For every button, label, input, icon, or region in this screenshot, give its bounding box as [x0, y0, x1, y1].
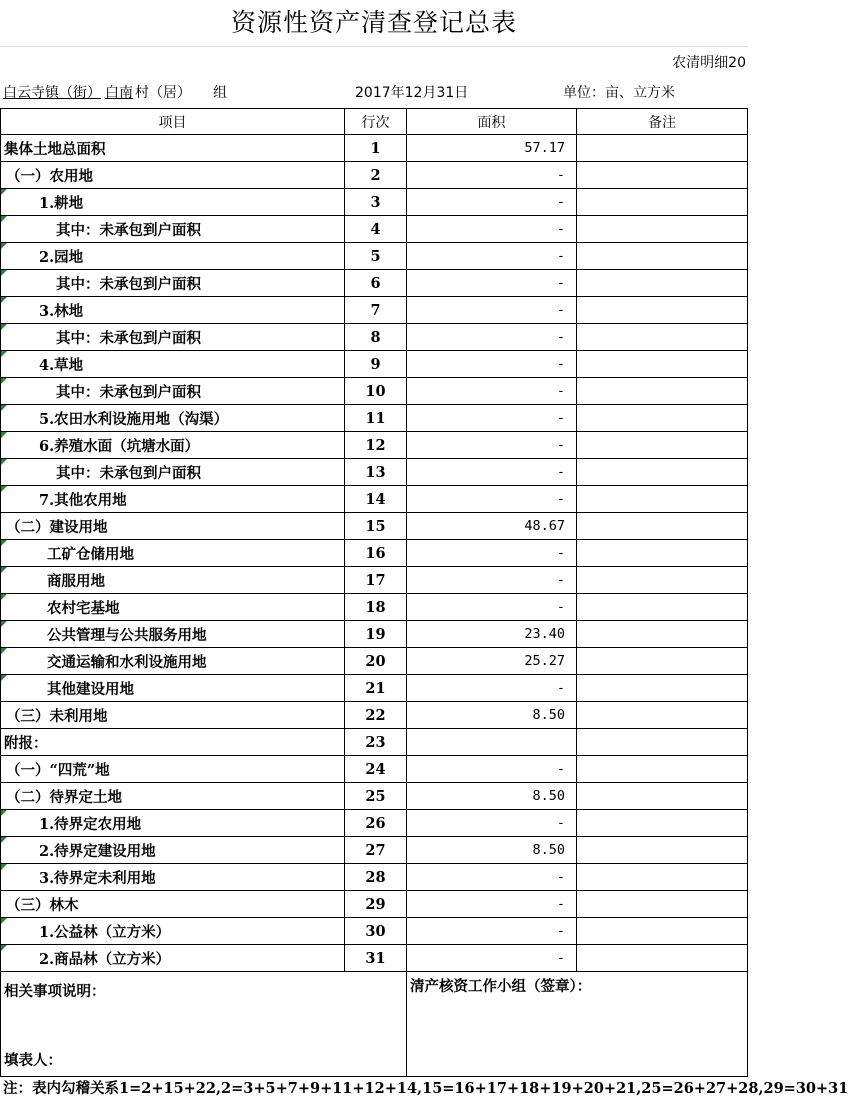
header-seq: 行次 [345, 109, 407, 135]
row-area[interactable]: - [407, 945, 577, 972]
row-seq[interactable]: 2 [345, 162, 407, 189]
row-note[interactable] [577, 405, 748, 432]
row-note[interactable] [577, 621, 748, 648]
header-item: 项目 [1, 109, 345, 135]
row-area[interactable]: - [407, 432, 577, 459]
row-seq[interactable]: 10 [345, 378, 407, 405]
row-item[interactable] [1, 567, 345, 594]
unit-label: 单位：亩、立方米 [563, 85, 675, 101]
row-seq[interactable]: 30 [345, 918, 407, 945]
explanation-cell[interactable] [1, 972, 407, 1077]
cell-comment-marker [1, 189, 7, 195]
row-note[interactable] [577, 324, 748, 351]
row-seq[interactable]: 22 [345, 702, 407, 729]
row-note[interactable] [577, 783, 748, 810]
row-area[interactable]: 48.67 [407, 513, 577, 540]
table-row [1, 513, 748, 540]
header-area: 面积 [407, 109, 577, 135]
row-area[interactable]: 23.40 [407, 621, 577, 648]
footnote: 注：表内勾稽关系1=2+15+22,2=3+5+7+9+11+12+14,15=16+17+18+19+20+21,25=26+27+28,29=30+31 [3, 1080, 848, 1097]
row-seq[interactable]: 31 [345, 945, 407, 972]
row-item[interactable] [1, 324, 345, 351]
row-note[interactable] [577, 135, 748, 162]
row-item-text: 2.商品林（立方米） [39, 950, 171, 968]
row-area[interactable]: 57.17 [407, 135, 577, 162]
cell-comment-marker [1, 648, 7, 654]
row-area[interactable]: - [407, 864, 577, 891]
table-row [1, 567, 748, 594]
row-area[interactable]: - [407, 324, 577, 351]
row-note[interactable] [577, 675, 748, 702]
table-row [1, 378, 748, 405]
village-suffix: 村（居） [135, 85, 191, 101]
row-item[interactable] [1, 945, 345, 972]
row-note[interactable] [577, 540, 748, 567]
table-row [1, 945, 748, 972]
info-line [0, 82, 748, 104]
row-item[interactable]: （一）农用地 [1, 162, 345, 189]
row-seq[interactable]: 20 [345, 648, 407, 675]
row-item-text: 工矿仓储用地 [47, 545, 134, 563]
row-note[interactable] [577, 891, 748, 918]
row-item[interactable]: 集体土地总面积 [1, 135, 345, 162]
row-seq[interactable]: 6 [345, 270, 407, 297]
table-row [1, 270, 748, 297]
row-item[interactable] [1, 270, 345, 297]
row-item[interactable] [1, 351, 345, 378]
row-seq[interactable]: 3 [345, 189, 407, 216]
table-row [1, 864, 748, 891]
row-seq[interactable]: 7 [345, 297, 407, 324]
row-item-text: 1.待界定农用地 [39, 815, 142, 833]
table-row [1, 324, 748, 351]
row-item[interactable] [1, 486, 345, 513]
row-seq[interactable]: 5 [345, 243, 407, 270]
row-seq[interactable]: 27 [345, 837, 407, 864]
row-note[interactable] [577, 918, 748, 945]
row-item[interactable]: （三）未利用地 [1, 702, 345, 729]
table-row [1, 810, 748, 837]
row-item[interactable] [1, 432, 345, 459]
row-area[interactable]: - [407, 405, 577, 432]
table-row [1, 729, 748, 756]
row-seq[interactable]: 9 [345, 351, 407, 378]
row-note[interactable] [577, 351, 748, 378]
row-item-text: 4.草地 [39, 356, 84, 374]
cell-comment-marker [1, 621, 7, 627]
row-item[interactable] [1, 540, 345, 567]
row-note[interactable] [577, 729, 748, 756]
row-area[interactable]: - [407, 459, 577, 486]
row-note[interactable] [577, 945, 748, 972]
cell-comment-marker [1, 837, 7, 843]
table-row [1, 675, 748, 702]
table-row [1, 243, 748, 270]
cell-comment-marker [1, 432, 7, 438]
cell-comment-marker [1, 459, 7, 465]
row-area[interactable]: - [407, 297, 577, 324]
row-note[interactable] [577, 513, 748, 540]
row-area[interactable]: - [407, 243, 577, 270]
table-row [1, 756, 748, 783]
row-item[interactable] [1, 297, 345, 324]
row-area[interactable]: - [407, 486, 577, 513]
row-item[interactable]: （三）林木 [1, 891, 345, 918]
filler-label: 填表人： [4, 1052, 62, 1069]
table-row [1, 702, 748, 729]
row-item[interactable]: （二）建设用地 [1, 513, 345, 540]
row-note[interactable] [577, 810, 748, 837]
row-seq[interactable]: 28 [345, 864, 407, 891]
row-item[interactable] [1, 837, 345, 864]
table-row [1, 540, 748, 567]
row-seq[interactable]: 4 [345, 216, 407, 243]
report-date[interactable]: 2017年12月31日 [355, 85, 469, 101]
table-row [1, 135, 748, 162]
row-seq[interactable]: 18 [345, 594, 407, 621]
table-row [1, 783, 748, 810]
row-item[interactable] [1, 405, 345, 432]
row-item-text: 其他建设用地 [47, 680, 134, 698]
row-note[interactable] [577, 702, 748, 729]
row-item-text: 7.其他农用地 [39, 491, 127, 509]
row-area[interactable]: - [407, 567, 577, 594]
row-area[interactable]: - [407, 891, 577, 918]
row-item-text: 2.待界定建设用地 [39, 842, 156, 860]
row-seq[interactable]: 11 [345, 405, 407, 432]
row-note[interactable] [577, 837, 748, 864]
row-item-text: 1.公益林（立方米） [39, 923, 171, 941]
row-seq[interactable]: 16 [345, 540, 407, 567]
row-area[interactable]: - [407, 810, 577, 837]
row-seq[interactable]: 17 [345, 567, 407, 594]
row-note[interactable] [577, 459, 748, 486]
row-seq[interactable]: 13 [345, 459, 407, 486]
cell-comment-marker [1, 378, 7, 384]
table-row [1, 351, 748, 378]
row-area[interactable]: - [407, 594, 577, 621]
signature-row [1, 972, 748, 1077]
cell-comment-marker [1, 567, 7, 573]
row-seq[interactable]: 19 [345, 621, 407, 648]
table-row [1, 594, 748, 621]
table-row [1, 432, 748, 459]
row-item-text: 5.农田水利设施用地（沟渠） [39, 410, 229, 428]
row-area[interactable]: - [407, 756, 577, 783]
table-header-row [1, 109, 748, 135]
row-seq[interactable]: 26 [345, 810, 407, 837]
header-note: 备注 [577, 109, 748, 135]
table-row [1, 297, 748, 324]
row-area[interactable]: - [407, 162, 577, 189]
row-item[interactable] [1, 675, 345, 702]
row-note[interactable] [577, 486, 748, 513]
cell-comment-marker [1, 297, 7, 303]
cell-comment-marker [1, 594, 7, 600]
cell-comment-marker [1, 540, 7, 546]
row-note[interactable] [577, 216, 748, 243]
sign-label: 清产核资工作小组（签章）： [410, 978, 592, 995]
sign-cell[interactable] [407, 972, 748, 1077]
cell-comment-marker [1, 486, 7, 492]
cell-comment-marker [1, 810, 7, 816]
row-area[interactable]: - [407, 378, 577, 405]
row-area[interactable]: - [407, 918, 577, 945]
table-row [1, 891, 748, 918]
table-row [1, 648, 748, 675]
cell-comment-marker [1, 324, 7, 330]
table-row [1, 918, 748, 945]
row-seq[interactable]: 1 [345, 135, 407, 162]
row-area[interactable]: 25.27 [407, 648, 577, 675]
row-item[interactable] [1, 864, 345, 891]
village-name: 白南 [105, 85, 133, 101]
row-item[interactable]: 附报： [1, 729, 345, 756]
row-note[interactable] [577, 864, 748, 891]
table-row [1, 837, 748, 864]
row-item[interactable]: （一）“四荒”地 [1, 756, 345, 783]
row-item[interactable]: （二）待界定土地 [1, 783, 345, 810]
table-row [1, 459, 748, 486]
cell-comment-marker [1, 351, 7, 357]
cell-comment-marker [1, 405, 7, 411]
row-seq[interactable]: 25 [345, 783, 407, 810]
cell-comment-marker [1, 864, 7, 870]
row-item[interactable] [1, 378, 345, 405]
row-area[interactable]: - [407, 189, 577, 216]
cell-comment-marker [1, 243, 7, 249]
row-item[interactable] [1, 918, 345, 945]
row-area[interactable]: - [407, 270, 577, 297]
table-row [1, 621, 748, 648]
location-prefix: 白云寺镇（街） [3, 85, 101, 101]
row-item[interactable] [1, 189, 345, 216]
row-item-text: 2.园地 [39, 248, 84, 266]
row-item[interactable] [1, 648, 345, 675]
cell-comment-marker [1, 216, 7, 222]
row-item[interactable] [1, 216, 345, 243]
row-area[interactable]: - [407, 540, 577, 567]
row-item-text: 交通运输和水利设施用地 [47, 653, 207, 671]
row-seq[interactable]: 14 [345, 486, 407, 513]
row-note[interactable] [577, 270, 748, 297]
row-note[interactable] [577, 648, 748, 675]
row-note[interactable] [577, 432, 748, 459]
row-seq[interactable]: 8 [345, 324, 407, 351]
table-row [1, 189, 748, 216]
row-area[interactable]: 8.50 [407, 702, 577, 729]
row-item-text: 其中：未承包到户面积 [56, 464, 201, 482]
row-item-text: 农村宅基地 [47, 599, 120, 617]
row-item-text: 3.林地 [39, 302, 84, 320]
row-area[interactable]: - [407, 351, 577, 378]
table-row [1, 162, 748, 189]
row-item[interactable] [1, 810, 345, 837]
row-note[interactable] [577, 378, 748, 405]
cell-comment-marker [1, 945, 7, 951]
asset-table [0, 108, 748, 1077]
row-item-text: 6.养殖水面（坑塘水面） [39, 437, 200, 455]
row-item-text: 3.待界定未利用地 [39, 869, 156, 887]
explanation-label: 相关事项说明： [4, 983, 106, 1000]
row-note[interactable] [577, 297, 748, 324]
row-item-text: 公共管理与公共服务用地 [47, 626, 207, 644]
row-seq[interactable]: 21 [345, 675, 407, 702]
row-note[interactable] [577, 162, 748, 189]
row-note[interactable] [577, 243, 748, 270]
row-item[interactable] [1, 243, 345, 270]
row-item-text: 其中：未承包到户面积 [56, 221, 201, 239]
row-seq[interactable]: 15 [345, 513, 407, 540]
location-field[interactable] [3, 82, 227, 102]
row-note[interactable] [577, 189, 748, 216]
row-area[interactable] [407, 729, 577, 756]
row-area[interactable]: - [407, 216, 577, 243]
row-seq[interactable]: 24 [345, 756, 407, 783]
table-row [1, 216, 748, 243]
page-title: 资源性资产清查登记总表 [0, 0, 748, 47]
row-area[interactable]: - [407, 675, 577, 702]
row-area[interactable]: 8.50 [407, 837, 577, 864]
row-note[interactable] [577, 594, 748, 621]
group-suffix: 组 [213, 85, 227, 101]
row-item[interactable] [1, 621, 345, 648]
cell-comment-marker [1, 270, 7, 276]
row-note[interactable] [577, 567, 748, 594]
cell-comment-marker [1, 675, 7, 681]
row-item[interactable] [1, 459, 345, 486]
row-seq[interactable]: 12 [345, 432, 407, 459]
row-note[interactable] [577, 756, 748, 783]
table-row [1, 486, 748, 513]
table-row [1, 405, 748, 432]
row-item-text: 其中：未承包到户面积 [56, 383, 201, 401]
cell-comment-marker [1, 918, 7, 924]
row-item-text: 商服用地 [47, 572, 105, 590]
row-item[interactable] [1, 594, 345, 621]
row-item-text: 其中：未承包到户面积 [56, 275, 201, 293]
row-area[interactable]: 8.50 [407, 783, 577, 810]
row-item-text: 其中：未承包到户面积 [56, 329, 201, 347]
row-item-text: 1.耕地 [39, 194, 84, 212]
row-seq[interactable]: 29 [345, 891, 407, 918]
form-code: 农清明细20 [672, 55, 746, 71]
row-seq[interactable]: 23 [345, 729, 407, 756]
